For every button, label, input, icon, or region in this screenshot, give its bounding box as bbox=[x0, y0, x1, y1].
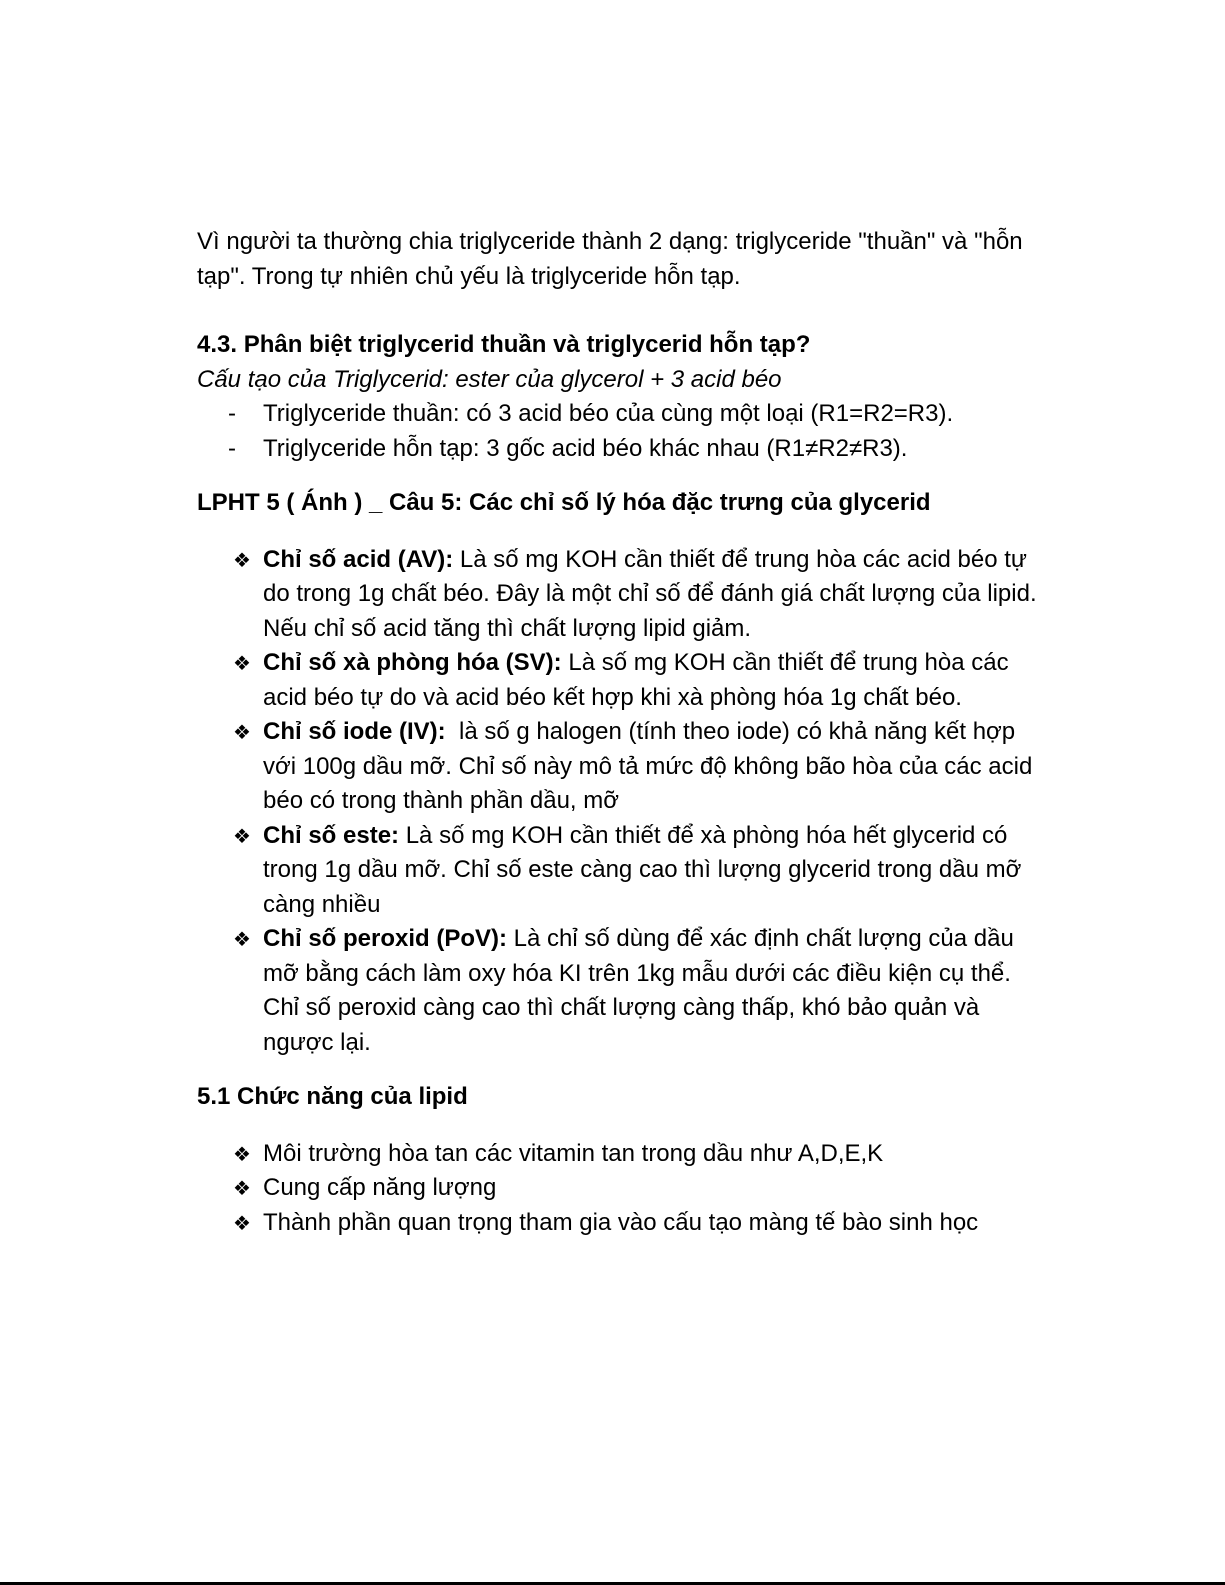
intro-paragraph: Vì người ta thường chia triglyceride thành 2 dạng: triglyceride "thuần" và "hỗn tạp". Trong tự nhiên chủ yếu là triglyceride hỗn tạp. bbox=[197, 228, 1023, 290]
glycerid-index-list bbox=[197, 543, 1047, 1061]
index-description: Là số mg KOH cần thiết để xà phòng hóa hết glycerid có trong 1g dầu mỡ. Chỉ số este càng cao thì lượng glycerid trong dầu mỡ càng nhiều bbox=[263, 821, 1022, 918]
diamond-bullet-icon: ❖ bbox=[233, 823, 251, 848]
list-item bbox=[197, 922, 1047, 1060]
diamond-bullet-icon: ❖ bbox=[233, 1141, 251, 1166]
index-term: Chỉ số xà phòng hóa (SV): bbox=[263, 649, 562, 676]
index-term: Chỉ số peroxid (PoV): bbox=[263, 925, 508, 952]
page-content bbox=[197, 225, 1047, 1240]
list-item-text: Cung cấp năng lượng bbox=[263, 1174, 497, 1201]
lipid-function-list bbox=[197, 1137, 1047, 1241]
index-term: Chỉ số iode (IV): bbox=[263, 718, 446, 745]
list-item bbox=[197, 543, 1047, 647]
dash-marker: - bbox=[228, 434, 236, 462]
list-item bbox=[197, 432, 1047, 467]
list-item bbox=[197, 646, 1047, 715]
list-item-text: Triglyceride thuần: có 3 acid béo của cùng một loại (R1=R2=R3). bbox=[263, 400, 954, 427]
diamond-bullet-icon: ❖ bbox=[233, 651, 251, 675]
heading-lpht5: LPHT 5 ( Ánh ) _ Câu 5: Các chỉ số lý hóa đặc trưng của glycerid bbox=[197, 489, 931, 516]
index-term: Chỉ số acid (AV): bbox=[263, 545, 454, 573]
diamond-bullet-icon: ❖ bbox=[233, 1210, 251, 1235]
list-item bbox=[197, 1171, 1047, 1206]
index-term: Chỉ số este: bbox=[263, 821, 400, 849]
index-description: Là số mg KOH cần thiết để trung hòa các acid béo tự do trong 1g chất béo. Đây là một chỉ số để đánh giá chất lượng của lipid. Nếu chỉ số acid tăng thì chất lượng lipid giảm. bbox=[263, 545, 1037, 642]
subtitle-triglycerid-structure: Cấu tạo của Triglycerid: ester của glycerol + 3 acid béo bbox=[197, 365, 782, 393]
index-description: Là số mg KOH cần thiết để trung hòa các acid béo tự do và acid béo kết hợp khi xà phòng hóa 1g chất béo. bbox=[263, 649, 1009, 711]
index-description: là số g halogen (tính theo iode) có khả năng kết hợp với 100g dầu mỡ. Chỉ số này mô tả mức độ không bão hòa của các acid béo có trong thành phần dầu, mỡ bbox=[263, 718, 1039, 814]
list-item bbox=[197, 1137, 1047, 1172]
diamond-bullet-icon: ❖ bbox=[233, 927, 251, 951]
triglyceride-type-list bbox=[197, 397, 1047, 466]
list-item bbox=[197, 397, 1047, 432]
list-item-text: Triglyceride hỗn tạp: 3 gốc acid béo khác nhau (R1≠R2≠R3). bbox=[263, 434, 908, 462]
heading-4-3: 4.3. Phân biệt triglycerid thuần và triglycerid hỗn tạp? bbox=[197, 331, 811, 358]
list-item-text: Môi trường hòa tan các vitamin tan trong dầu như A,D,E,K bbox=[263, 1139, 884, 1167]
diamond-bullet-icon: ❖ bbox=[233, 720, 251, 744]
diamond-bullet-icon: ❖ bbox=[233, 547, 251, 572]
list-item-text: Thành phần quan trọng tham gia vào cấu tạo màng tế bào sinh học bbox=[263, 1208, 979, 1236]
heading-5-1: 5.1 Chức năng của lipid bbox=[197, 1083, 468, 1110]
dash-marker: - bbox=[228, 400, 236, 427]
diamond-bullet-icon: ❖ bbox=[233, 1176, 251, 1200]
list-item bbox=[197, 1206, 1047, 1241]
index-description: Là chỉ số dùng để xác định chất lượng của dầu mỡ bằng cách làm oxy hóa KI trên 1kg mẫu dưới các điều kiện cụ thể. Chỉ số peroxid càng cao thì chất lượng càng thấp, khó bảo quản và ngược lại. bbox=[263, 925, 1014, 1056]
list-item bbox=[197, 819, 1047, 923]
list-item bbox=[197, 715, 1047, 819]
